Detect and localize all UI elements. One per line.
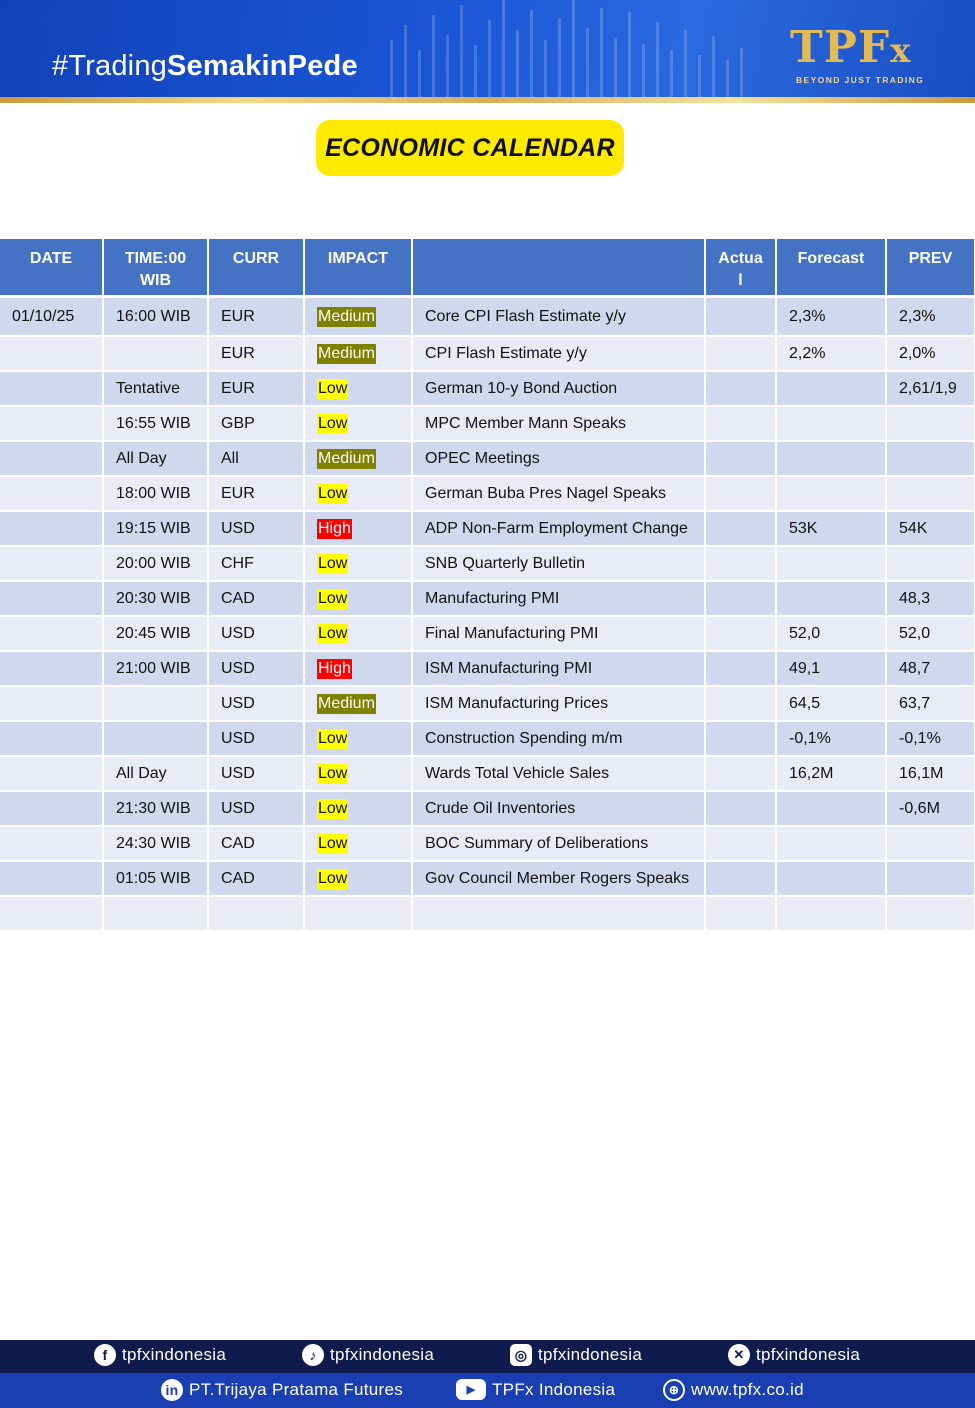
header-impact: IMPACT [304, 239, 412, 296]
header-chart-decoration [380, 0, 760, 100]
cell-date: 01/10/25 [0, 298, 103, 336]
cell-previous [886, 861, 975, 896]
cell-impact [304, 406, 412, 441]
cell-previous: 2,3% [886, 298, 975, 336]
cell-previous [886, 476, 975, 511]
cell-time: 16:55 WIB [103, 406, 208, 441]
cell-actual [705, 861, 776, 896]
table-row [0, 336, 975, 371]
facebook-icon: f [94, 1344, 116, 1366]
cell-forecast: 52,0 [776, 616, 886, 651]
cell-time: 21:30 WIB [103, 791, 208, 826]
cell-currency [208, 896, 304, 931]
youtube-icon: ▶ [456, 1379, 486, 1400]
header-banner [0, 0, 975, 100]
header-actual: Actua l [705, 239, 776, 296]
cell-event: CPI Flash Estimate y/y [412, 336, 705, 371]
impact-badge: Low [318, 869, 348, 887]
footer-instagram[interactable]: ◎ tpfxindonesia [510, 1344, 642, 1366]
cell-time [103, 896, 208, 931]
table-row [0, 686, 975, 721]
impact-badge: Low [318, 379, 348, 397]
cell-previous [886, 896, 975, 931]
cell-event: Gov Council Member Rogers Speaks [412, 861, 705, 896]
cell-currency: CHF [208, 546, 304, 581]
cell-time: 24:30 WIB [103, 826, 208, 861]
cell-impact [304, 721, 412, 756]
table-row [0, 476, 975, 511]
cell-forecast: 2,3% [776, 298, 886, 336]
cell-event: MPC Member Mann Speaks [412, 406, 705, 441]
table-row [0, 581, 975, 616]
cell-forecast [776, 826, 886, 861]
cell-time: 20:45 WIB [103, 616, 208, 651]
table-row [0, 791, 975, 826]
cell-date [0, 581, 103, 616]
footer-youtube[interactable]: ▶ TPFx Indonesia [456, 1379, 615, 1400]
logo-tagline: BEYOND JUST TRADING [796, 75, 925, 85]
cell-time: All Day [103, 441, 208, 476]
cell-currency: USD [208, 686, 304, 721]
impact-badge: Low [318, 729, 348, 747]
cell-actual [705, 756, 776, 791]
cell-previous [886, 406, 975, 441]
cell-impact [304, 861, 412, 896]
cell-previous [886, 441, 975, 476]
cell-previous: 52,0 [886, 616, 975, 651]
impact-badge: Medium [318, 694, 375, 712]
impact-badge: Medium [318, 449, 375, 467]
cell-impact [304, 616, 412, 651]
footer-website[interactable]: ⊕ www.tpfx.co.id [663, 1379, 804, 1401]
cell-currency: CAD [208, 581, 304, 616]
table-row [0, 861, 975, 896]
table-row [0, 756, 975, 791]
cell-previous: 48,3 [886, 581, 975, 616]
cell-forecast [776, 861, 886, 896]
cell-time [103, 336, 208, 371]
cell-previous: 63,7 [886, 686, 975, 721]
cell-actual [705, 651, 776, 686]
cell-actual [705, 791, 776, 826]
cell-previous: 16,1M [886, 756, 975, 791]
cell-time: All Day [103, 756, 208, 791]
cell-actual [705, 336, 776, 371]
cell-date [0, 826, 103, 861]
impact-badge: Medium [318, 307, 375, 325]
page-title: ECONOMIC CALENDAR [325, 133, 615, 162]
impact-badge: Low [318, 554, 348, 572]
cell-event: German 10-y Bond Auction [412, 371, 705, 406]
header-previous: PREV [886, 239, 975, 296]
cell-impact [304, 896, 412, 931]
cell-impact [304, 371, 412, 406]
cell-event: Manufacturing PMI [412, 581, 705, 616]
cell-currency: All [208, 441, 304, 476]
cell-event: SNB Quarterly Bulletin [412, 546, 705, 581]
cell-previous [886, 546, 975, 581]
cell-actual [705, 371, 776, 406]
linkedin-icon: in [161, 1379, 183, 1401]
table-body [0, 298, 975, 931]
impact-badge: Low [318, 589, 348, 607]
cell-impact [304, 511, 412, 546]
table-row [0, 651, 975, 686]
cell-previous [886, 826, 975, 861]
cell-previous: 2,61/1,9 [886, 371, 975, 406]
cell-actual [705, 581, 776, 616]
cell-currency: EUR [208, 298, 304, 336]
cell-event [412, 896, 705, 931]
cell-date [0, 336, 103, 371]
cell-actual [705, 476, 776, 511]
cell-currency: CAD [208, 826, 304, 861]
cell-impact [304, 791, 412, 826]
x-icon: ✕ [728, 1344, 750, 1366]
header-gold-stripe [0, 97, 975, 103]
cell-time: 20:30 WIB [103, 581, 208, 616]
cell-forecast: 49,1 [776, 651, 886, 686]
header-event [412, 239, 705, 296]
cell-forecast: 16,2M [776, 756, 886, 791]
cell-date [0, 791, 103, 826]
cell-actual [705, 406, 776, 441]
cell-impact [304, 441, 412, 476]
table-row [0, 511, 975, 546]
cell-date [0, 406, 103, 441]
table-row [0, 298, 975, 336]
cell-actual [705, 686, 776, 721]
cell-forecast [776, 791, 886, 826]
cell-forecast [776, 406, 886, 441]
economic-calendar-table [0, 239, 975, 932]
cell-forecast: 2,2% [776, 336, 886, 371]
header-currency: CURR [208, 239, 304, 296]
table-row [0, 371, 975, 406]
cell-date [0, 616, 103, 651]
cell-impact [304, 686, 412, 721]
cell-impact [304, 476, 412, 511]
cell-event: ISM Manufacturing Prices [412, 686, 705, 721]
cell-date [0, 896, 103, 931]
cell-forecast: -0,1% [776, 721, 886, 756]
cell-currency: USD [208, 511, 304, 546]
cell-actual [705, 298, 776, 336]
cell-forecast [776, 896, 886, 931]
cell-previous: -0,1% [886, 721, 975, 756]
header-date: DATE [0, 239, 103, 296]
cell-date [0, 651, 103, 686]
cell-previous: -0,6M [886, 791, 975, 826]
cell-time: Tentative [103, 371, 208, 406]
cell-event: ADP Non-Farm Employment Change [412, 511, 705, 546]
impact-badge: Low [318, 484, 348, 502]
impact-badge: High [318, 659, 351, 677]
cell-forecast: 64,5 [776, 686, 886, 721]
footer-tiktok[interactable]: ♪ tpfxindonesia [302, 1344, 434, 1366]
cell-currency: USD [208, 616, 304, 651]
footer-linkedin[interactable]: in PT.Trijaya Pratama Futures [161, 1379, 403, 1401]
cell-time [103, 686, 208, 721]
cell-forecast [776, 546, 886, 581]
table-row [0, 721, 975, 756]
cell-impact [304, 298, 412, 336]
cell-actual [705, 546, 776, 581]
impact-badge: Low [318, 624, 348, 642]
impact-badge: Low [318, 764, 348, 782]
cell-event: Construction Spending m/m [412, 721, 705, 756]
cell-date [0, 511, 103, 546]
cell-forecast [776, 476, 886, 511]
hashtag-slogan: #TradingSemakinPede [52, 50, 358, 82]
cell-actual [705, 511, 776, 546]
cell-impact [304, 756, 412, 791]
impact-badge: High [318, 519, 351, 537]
cell-actual [705, 826, 776, 861]
cell-previous: 48,7 [886, 651, 975, 686]
cell-date [0, 721, 103, 756]
table-header-row [0, 239, 975, 296]
table-row [0, 441, 975, 476]
cell-time [103, 721, 208, 756]
cell-event: Crude Oil Inventories [412, 791, 705, 826]
header-time: TIME:00 WIB [103, 239, 208, 296]
cell-date [0, 476, 103, 511]
cell-currency: GBP [208, 406, 304, 441]
table-row [0, 826, 975, 861]
table-row [0, 896, 975, 931]
table-row [0, 546, 975, 581]
cell-date [0, 546, 103, 581]
cell-date [0, 371, 103, 406]
cell-forecast [776, 581, 886, 616]
cell-forecast [776, 441, 886, 476]
cell-time: 19:15 WIB [103, 511, 208, 546]
cell-previous: 54K [886, 511, 975, 546]
cell-actual [705, 721, 776, 756]
instagram-icon: ◎ [510, 1344, 532, 1366]
footer-contact-row [0, 1373, 975, 1408]
page-title-badge [316, 120, 624, 176]
footer-x[interactable]: ✕ tpfxindonesia [728, 1344, 860, 1366]
cell-currency: USD [208, 791, 304, 826]
cell-impact [304, 651, 412, 686]
cell-event: Final Manufacturing PMI [412, 616, 705, 651]
footer-social-row [0, 1340, 975, 1373]
cell-currency: USD [208, 756, 304, 791]
footer [0, 1340, 975, 1408]
cell-event: BOC Summary of Deliberations [412, 826, 705, 861]
cell-currency: USD [208, 651, 304, 686]
cell-event: Core CPI Flash Estimate y/y [412, 298, 705, 336]
impact-badge: Low [318, 834, 348, 852]
cell-currency: EUR [208, 476, 304, 511]
cell-event: OPEC Meetings [412, 441, 705, 476]
cell-currency: EUR [208, 336, 304, 371]
cell-impact [304, 546, 412, 581]
tiktok-icon: ♪ [302, 1344, 324, 1366]
table-row [0, 616, 975, 651]
cell-event: ISM Manufacturing PMI [412, 651, 705, 686]
cell-date [0, 441, 103, 476]
cell-date [0, 756, 103, 791]
cell-date [0, 686, 103, 721]
cell-actual [705, 441, 776, 476]
cell-time: 01:05 WIB [103, 861, 208, 896]
cell-forecast: 53K [776, 511, 886, 546]
globe-icon: ⊕ [663, 1379, 685, 1401]
cell-currency: EUR [208, 371, 304, 406]
impact-badge: Medium [318, 344, 375, 362]
impact-badge: Low [318, 799, 348, 817]
cell-impact [304, 336, 412, 371]
cell-event: German Buba Pres Nagel Speaks [412, 476, 705, 511]
cell-currency: CAD [208, 861, 304, 896]
cell-actual [705, 616, 776, 651]
cell-time: 20:00 WIB [103, 546, 208, 581]
tpfx-logo: TPFx BEYOND JUST TRADING [790, 26, 930, 86]
cell-event: Wards Total Vehicle Sales [412, 756, 705, 791]
footer-facebook[interactable]: f tpfxindonesia [94, 1344, 226, 1366]
cell-time: 16:00 WIB [103, 298, 208, 336]
cell-forecast [776, 371, 886, 406]
cell-impact [304, 581, 412, 616]
cell-actual [705, 896, 776, 931]
cell-time: 18:00 WIB [103, 476, 208, 511]
cell-date [0, 861, 103, 896]
cell-previous: 2,0% [886, 336, 975, 371]
cell-impact [304, 826, 412, 861]
cell-currency: USD [208, 721, 304, 756]
table-row [0, 406, 975, 441]
cell-time: 21:00 WIB [103, 651, 208, 686]
impact-badge: Low [318, 414, 348, 432]
header-forecast: Forecast [776, 239, 886, 296]
